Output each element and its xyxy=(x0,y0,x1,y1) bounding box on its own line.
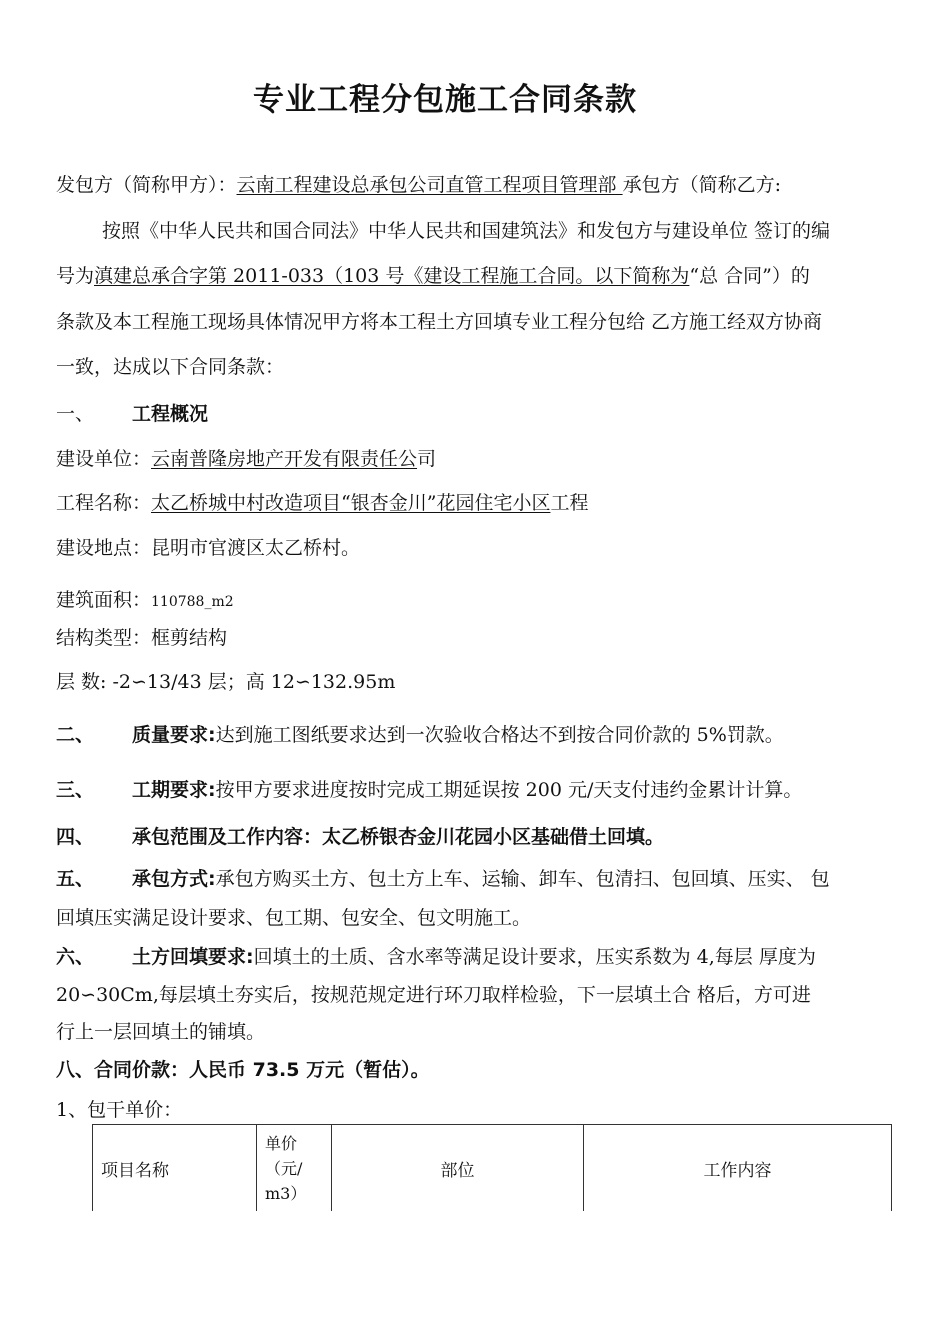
owner-line xyxy=(56,444,436,471)
employer-label: 发包方（简称甲方）： xyxy=(56,174,237,196)
section-number: 一、 xyxy=(56,403,95,425)
site-line: 建设地点：昆明市官渡区太乙桥村。 xyxy=(56,537,361,559)
section-title: 质量要求: xyxy=(132,724,216,746)
contract-ref: 滇建总承合字第 2011-033（103 号《建设工程施工合同。以下简称为 xyxy=(94,265,690,287)
contractor-label: 承包方（简称乙方: xyxy=(622,174,781,196)
project-tail: 工程 xyxy=(550,492,589,514)
col-item-name: 项目名称 xyxy=(93,1125,257,1212)
intro-line-4: 一致，达成以下合同条款： xyxy=(56,356,285,378)
section-text: 承包方购买土方、包土方上车、运输、卸车、包清扫、包回填、压实、 包 xyxy=(215,868,830,890)
unit-price-label: 单价 xyxy=(265,1133,298,1153)
parties-line xyxy=(56,170,781,197)
section-title: 承包范围及工作内容：太乙桥银杏金川花园小区基础借土回填。 xyxy=(132,826,665,848)
section-4 xyxy=(56,822,664,849)
col-location: 部位 xyxy=(332,1125,584,1212)
project-label: 工程名称： xyxy=(56,492,152,514)
unit-price-table xyxy=(92,1124,892,1211)
area-value: 110788_m2 xyxy=(151,594,234,610)
floors-line: 层 数: -2∽13/43 层；高 12∽132.95m xyxy=(56,671,396,693)
section-title: 承包方式: xyxy=(132,868,216,890)
section-5-line-1 xyxy=(56,864,830,891)
section-text: 回填土的土质、含水率等满足设计要求，压实系数为 4,每层 厚度为 xyxy=(253,946,816,968)
section-number: 四、 xyxy=(56,826,95,848)
subsection-1: 1、包干单价： xyxy=(56,1099,183,1121)
area-label: 建筑面积： xyxy=(56,589,152,611)
section-6-line-2: 20∽30Cm,每层填土夯实后，按规范规定进行环刀取样检验，下一层填土合 格后，方可进 xyxy=(56,984,811,1006)
section-5-line-2: 回填压实满足设计要求、包工期、包安全、包文明施工。 xyxy=(56,907,532,929)
intro-line-3: 条款及本工程施工现场具体情况甲方将本工程土方回填专业工程分包给 乙方施工经双方协商 xyxy=(56,311,823,333)
section-number: 三、 xyxy=(56,779,95,801)
structure-line: 结构类型：框剪结构 xyxy=(56,627,228,649)
unit-price-unit-1: （元/ xyxy=(265,1158,303,1178)
intro-line-1: 按照《中华人民共和国合同法》中华人民共和国建筑法》和发包方与建设单位 签订的编 xyxy=(102,220,831,242)
section-6-line-3: 行上一层回填土的铺填。 xyxy=(56,1021,266,1043)
owner-label: 建设单位： xyxy=(56,448,152,470)
intro-prefix: 号为 xyxy=(56,265,95,287)
employer-name: 云南工程建设总承包公司直管工程项目管理部 xyxy=(236,174,623,196)
document-title: 专业工程分包施工合同条款 xyxy=(253,82,637,118)
section-title: 工程概况 xyxy=(132,403,209,425)
section-6-line-1 xyxy=(56,942,816,969)
table-header-row xyxy=(93,1125,892,1212)
intro-line-2 xyxy=(56,261,810,288)
section-8: 八、合同价款：人民币 73.5 万元（暂估）。 xyxy=(56,1059,430,1081)
intro-suffix: “总 合同”）的 xyxy=(689,265,810,287)
section-number: 六、 xyxy=(56,946,95,968)
section-1-heading xyxy=(56,399,208,426)
section-title: 土方回填要求: xyxy=(132,946,254,968)
section-text: 达到施工图纸要求达到一次验收合格达不到按合同价款的 5%罚款。 xyxy=(215,724,784,746)
project-value: 太乙桥城中村改造项目“银杏金川”花园住宅小区 xyxy=(151,492,551,514)
area-line xyxy=(56,585,234,612)
section-number: 二、 xyxy=(56,724,95,746)
project-line xyxy=(56,488,588,515)
section-3 xyxy=(56,775,802,802)
section-text: 按甲方要求进度按时完成工期延误按 200 元/天支付违约金累计计算。 xyxy=(215,779,803,801)
col-work-content: 工作内容 xyxy=(584,1125,892,1212)
section-title: 工期要求: xyxy=(132,779,216,801)
owner-tail: 司 xyxy=(417,448,437,470)
owner-value: 云南普隆房地产开发有限责任公 xyxy=(151,448,418,470)
col-unit-price xyxy=(257,1125,332,1212)
section-number: 五、 xyxy=(56,868,95,890)
unit-price-unit-2: m3） xyxy=(265,1183,307,1203)
section-2 xyxy=(56,720,784,747)
